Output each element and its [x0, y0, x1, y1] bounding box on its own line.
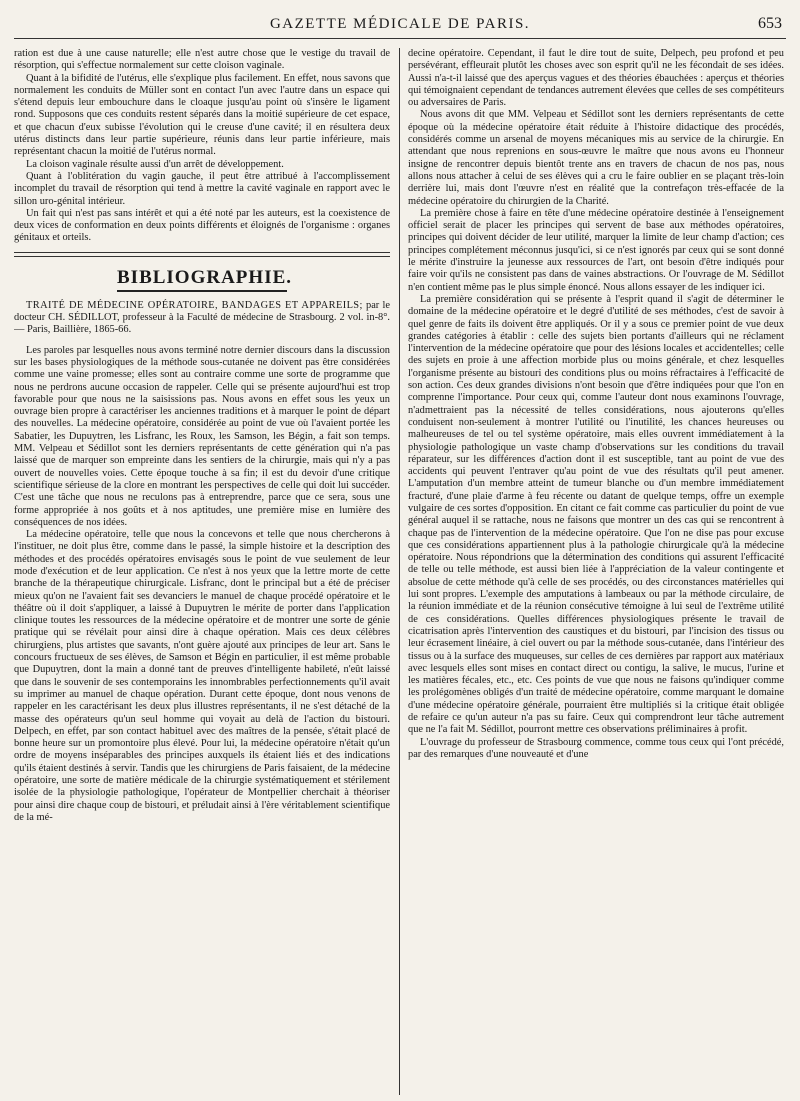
section-divider — [14, 252, 390, 257]
book-title: TRAITÉ DE MÉDECINE OPÉRATOIRE, BANDAGES ET APPAREILS; — [26, 299, 363, 311]
right-column — [408, 48, 784, 1093]
paragraph: Quant à la bifidité de l'utérus, elle s'explique plus facilement. En effet, nous savons que normalement les conduits de Müller sont en contact l'un avec l'autre dans un espace qui s'étend depuis leur embouchure dans le cloaque jusqu'au point où s'insère le ligament rond. Supposons que ces conduits restent séparés dans la moitié supérieure de cet espace, et que chacun d'eux subisse l'évolution qui le creuse d'une cavité; il en résultera deux utérus distincts dans leur partie supérieure, réunis dans leur partie inférieure, mais représentant chacun la moitié de l'utérus normal. — [14, 72, 390, 158]
paragraph: Les paroles par lesquelles nous avons terminé notre dernier discours dans la discussion sur les bases physiologiques de la méthode sous-cutanée ne doivent pas être considérées comme une vaine promesse; elles sont au contraire comme une sorte de programme que nous ne perdrons aucune occasion de rappeler. Celle qui se présente aujourd'hui est trop favorable pour que nous ne la saisissions pas. Nous avons en effet sous les yeux un ouvrage bien propre à caractériser les anciennes traditions et à marquer le point de départ des nouvelles. La médecine opératoire, considérée au point de vue où l'avaient portée les Sabatier, les Dupuytren, les Lisfranc, les Roux, les Samson, les Bégin, a fait son temps. MM. Velpeau et Sédillot sont les derniers représentants de cette génération qui n'a pas laissé que de marquer son empreinte dans les sentiers de la chirurgie, mais qui n'y a pas ouvert de nouvelles voies. Cette époque touche à sa fin; il est du devoir d'une critique scientifique sérieuse de la clore en montrant les perspectives de celle qui doit lui succéder. C'est une tâche que nous ne reculons pas à entreprendre, parce que ce sera, sous une forme appropriée à nos goûts et à nos aptitudes, une première mise en lumière des conséquences de nos idées. — [14, 344, 390, 528]
paragraph: Nous avons dit que MM. Velpeau et Sédillot sont les derniers représentants de cette époque où la médecine opératoire était réduite à l'histoire didactique des procédés, considérés comme un arsenal de moyens mécaniques mis au service de la chirurgie. En attendant que nous reprenions en sous-œuvre le maître que nous avons eu l'honneur insigne de rencontrer depuis bientôt trente ans en travers de chacun de nos pas, nous allons nous attacher à celui de ses élèves qui a cru le faire oublier en se plaçant très-loin derrière lui, mais dont l'œuvre n'est en réalité que la contrefaçon très-effacée de la médecine opératoire du chirurgien de la Charité. — [408, 109, 784, 207]
section-title: BIBLIOGRAPHIE. — [117, 267, 287, 292]
paragraph: La médecine opératoire, telle que nous la concevons et telle que nous chercherons à l'instituer, ne doit plus être, comme dans le passé, la simple histoire et la description des méthodes et des procédés opératoires envisagés sous le point de vue seulement de leur mode d'exécution et de leur application. Ce n'est à nos yeux que la lettre morte de cette branche de la thérapeutique chirurgicale. Lisfranc, dont le principal but a été de préciser mieux qu'on ne l'avaient fait ses devanciers le manuel de chaque procédé opératoire et le théâtre où il doit s'appliquer, a laissé à Dupuytren le mérite de porter dans l'application clinique toutes les ressources de la médecine opératoire et de montrer une sorte de génie pratique qui se révélait pour ainsi dire à chaque opération. Mais ces deux célèbres chirurgiens, plus artistes que savants, n'ont guère ajouté aux principes de leur art. Sans le concours fructueux de ses élèves, de Samson et Bégin en particulier, il est même probable que Dupuytren, dont la main a donné tant de preuves d'intelligente habileté, n'eût laissé que dans le souvenir de ses contemporains les innombrables perfectionnements qu'il avait su imprimer au manuel de chaque opération. Durant cette époque, dont nous venons de rappeler en les caractérisant les deux plus illustres représentants, il ne s'est détaché de la masse des opérateurs qu'un seul homme qui voyait au delà de l'action du bistouri. Delpech, en effet, par son contact habituel avec des maîtres de la pensée, s'était placé de bonne heure sur un promontoire plus élevé. Pour lui, la médecine opératoire n'était qu'un ordre de moyens inséparables des principes auxquels ils étaient liés et des indications qu'ils étaient destinés à servir. Tandis que les chirurgiens de Paris faisaient, de la médecine opératoire, une sorte de matière médicale de la chirurgie systématiquement et stérilement isolée de la physiologie pathologique, l'opérateur de Montpellier cherchait à théoriser pour ainsi dire chaque coup de bistouri, et préludait ainsi à l'ère véritablement scientifique de la mé- — [14, 529, 390, 823]
book-reference — [14, 300, 390, 337]
paragraph: L'ouvrage du professeur de Strasbourg commence, comme tous ceux qui l'ont précédé, par des remarques d'une nouveauté et d'une — [408, 736, 784, 760]
left-column — [14, 48, 390, 1093]
paragraph: La cloison vaginale résulte aussi d'un arrêt de développement. — [26, 158, 284, 170]
paragraph: La première chose à faire en tête d'une médecine opératoire destinée à l'enseignement officiel serait de placer les principes qui servent de base aux méthodes opératoires, principes qui doivent décider de leur utilité, marquer la limite de leur champ d'action; ces principes complétement méconnus jusqu'ici, si ce n'est ignorés par ceux qui se sont donné le mérite d'instruire la jeunesse aux ressources de l'art, ont besoin d'être indiqués pour faire voir qu'ils ne consistent pas dans de vaines abstractions. Or l'ouvrage de M. Sédillot n'en contient même pas le plus simple énoncé. Nous allons essayer de les indiquer ici. — [408, 207, 784, 293]
paragraph: decine opératoire. Cependant, il faut le dire tout de suite, Delpech, peu profond et peu persévérant, effleurait plutôt les choses avec son esprit qu'il ne les fécondait de ses idées. Aussi n'a-t-il laissé que des aperçus vagues et des théories ébauchées : aperçus et théories qui témoignaient cependant de tendances autrement élevées que celles de ses compétiteurs ou adversaires de Paris. — [408, 48, 784, 109]
paragraph: ration est due à une cause naturelle; elle n'est autre chose que le vestige du travail de résorption, qui s'effectue normalement sur cette cloison vaginale. — [14, 48, 390, 72]
paragraph: Un fait qui n'est pas sans intérêt et qui a été noté par les auteurs, est la coexistence de deux vices de conformation en deux points différents et éloignés de l'organisme : organes génitaux et orteils. — [14, 207, 390, 244]
paragraph: Quant à l'oblitération du vagin gauche, il peut être attribué à l'accomplissement incomplet du travail de résorption qui tend à mettre la cavité vaginale en rapport avec le sillon uro-génital intérieur. — [14, 170, 390, 207]
paragraph: La première considération qui se présente à l'esprit quand il s'agit de déterminer le domaine de la médecine opératoire et le degré d'utilité de ses méthodes, c'est de savoir à quel genre de faits ils doivent être appliqués. Or il y a sous ce premier point de vue deux grandes catégories à établir : celle des sujets bien portants d'ailleurs qui ne réclament l'intervention de la médecine opératoire que pour des lésions locales et accidentelles; celle des sujets en proie à une affection morbide plus ou moins générale, et chez lesquelles l'organisme présente au bistouri des conditions plus ou moins réfractaires à l'efficacité de son action. Ces deux grandes divisions n'ont besoin que d'être indiquées pour que l'on en comprenne l'importance. Pour ceux qui, comme l'auteur dont nous examinons l'ouvrage, n'admettraient pas la nécessité de telles considérations, nous ajouterons qu'elles conduisent non-seulement à montrer l'utilité ou l'inutilité, les chances heureuses ou malheureuses de tel ou tel système opératoire, mais elles ouvrent immédiatement à la physiologie pathologique un vaste champ d'observations sur les conditions du travail réparateur, sur les différences d'action dont il est susceptible, tant au point de vue des accidents qui peuvent l'entraver qu'au point de vue des résultats qu'il peut amener. L'amputation d'un membre atteint de tumeur blanche ou d'un membre immédiatement fracturé, d'une plaie d'arme à feu récente ou datant de quelque temps, offre un exemple vulgaire de ces sortes d'opposition. En citant ce fait comme cas particulier du point de vue général auquel il se rattache, nous ne faisons que montrer un des cas qui se rencontrent à chaque pas de l'intervention de la médecine opératoire. Que l'on ne dise pas pour excuse que ces considérations appartiennent plus à la pathologie chirurgicale qu'à la médecine opératoire. Nous répondrions que la détermination des conditions qui assurent l'efficacité de telle ou telle méthode, est aussi bien liée à l'appréciation de la valeur contingente et absolue de cette méthode qu'à celle de ses procédés, ou des circonstances matérielles qui lui sont propres. L'exemple des amputations à lambeaux ou par la méthode circulaire, de la réunion immédiate et de la réunion consécutive témoigne à lui seul de l'extrême utilité de ces considérations. Quelles différences physiologiques présente le travail de cicatrisation après l'intervention des caustiques et du bistouri, par l'incision des tissus ou leur écrasement linéaire, à ciel ouvert ou par la méthode sous-cutanée, dans l'intérieur des tissus ou à la surface des muqueuses, sur celles de ces dernières par rapport aux matériaux avec lesquels elles sont mises en contact direct ou contigu, la salive, le mucus, l'urine et les matières fécales, etc., etc. Ces points de vue que nous ne faisons qu'indiquer comme les prolégomènes obligés d'un traité de médecine opératoire, comme marquant le domaine d'une médecine opératoire générale, pourraient être multipliés si la critique était obligée de refaire ce qu'un auteur n'a pas su faire. Ceux qui comprendront leur tâche autrement que ne l'a fait M. Sédillot, pourront mettre ces observations préliminaires à profit. — [408, 293, 784, 736]
page-header — [14, 12, 786, 39]
column-divider — [399, 48, 400, 1095]
journal-title: GAZETTE MÉDICALE DE PARIS. — [269, 16, 531, 32]
book-details: par le docteur CH. SÉDILLOT, professeur à la Faculté de médecine de Strasbourg. 2 vol. in-8°. — Paris, Baillière, 1865-66. — [14, 299, 390, 336]
page-number: 653 — [758, 15, 782, 32]
